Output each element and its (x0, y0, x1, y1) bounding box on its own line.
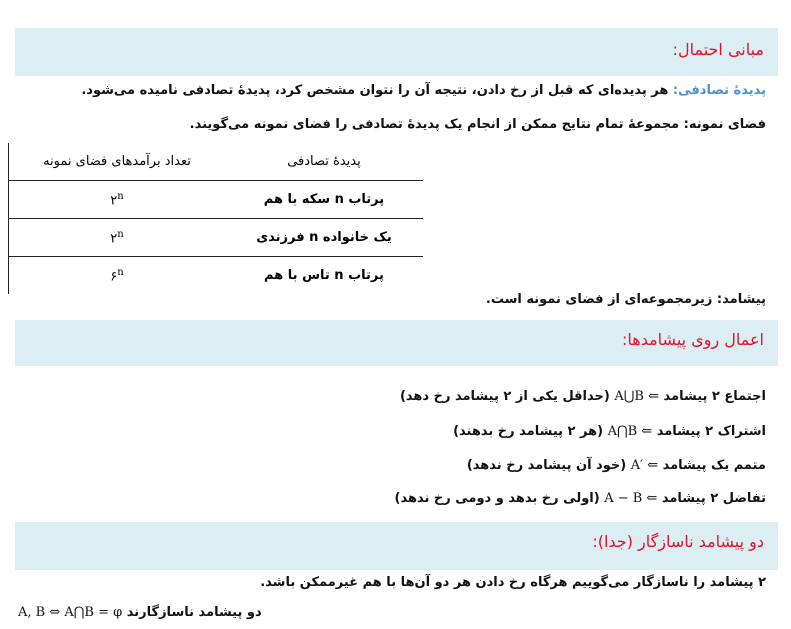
section-title: اعمال روی پیشامدها: (622, 330, 764, 349)
sample-space-table (8, 143, 423, 294)
section-header (15, 28, 778, 76)
section-title: دو پیشامد ناسازگار (جدا): (592, 532, 764, 551)
term: پدیدهٔ تصادفی: (672, 83, 766, 98)
count-cell: ۲$^n$ (9, 219, 225, 257)
section-header (15, 522, 778, 570)
table-row (9, 257, 424, 295)
count-cell: ۲$^n$ (9, 181, 225, 219)
random-phenomenon-definition (81, 83, 766, 98)
header-count: تعداد برآمدهای فضای نمونه (9, 143, 225, 181)
event-cell: پرتاب n تاس با هم (225, 257, 423, 295)
section-title: مبانی احتمال: (672, 40, 764, 59)
event-cell: پرتاب n سکه با هم (225, 181, 423, 219)
event-cell: یک خانواده n فرزندی (225, 219, 423, 257)
operation-complement: متمم یک پیشامد A′ ⇐ (خود آن پیشامد رخ ندهد) (466, 458, 766, 473)
table-row (9, 219, 424, 257)
operation-difference: تفاضل ۲ پیشامد A − B ⇐ (اولی رخ بدهد و دومی رخ ندهد) (394, 491, 766, 506)
table-row (9, 181, 424, 219)
definition-text: هر پدیده‌ای که قبل از رخ دادن، نتیجه آن را نتوان مشخص کرد، پدیدهٔ تصادفی نامیده می‌شود. (81, 83, 673, 98)
header-event: پدیدهٔ تصادفی (287, 154, 361, 169)
section-header (15, 320, 778, 366)
operation-union: اجتماع ۲ پیشامد A⋃B ⇐ (حداقل یکی از ۲ پیشامد رخ دهد) (399, 389, 766, 404)
count-cell: ۶$^n$ (9, 257, 225, 295)
operation-intersection: اشتراک ۲ پیشامد A⋂B ⇐ (هر ۲ پیشامد رخ بدهند) (453, 424, 766, 439)
sample-space-definition: فضای نمونه: مجموعهٔ تمام نتایج ممکن از انجام یک پدیدهٔ تصادفی را فضای نمونه می‌گویند. (189, 117, 766, 132)
event-definition: پیشامد: زیرمجموعه‌ای از فضای نمونه است. (485, 292, 766, 307)
disjoint-formula: دو پیشامد ناسازگارند A, B ⇔ A⋂B = φ (18, 605, 262, 620)
disjoint-definition: ۲ پیشامد را ناسازگار می‌گوییم هرگاه رخ دادن هر دو آن‌ها با هم غیرممکن باشد. (260, 575, 766, 590)
